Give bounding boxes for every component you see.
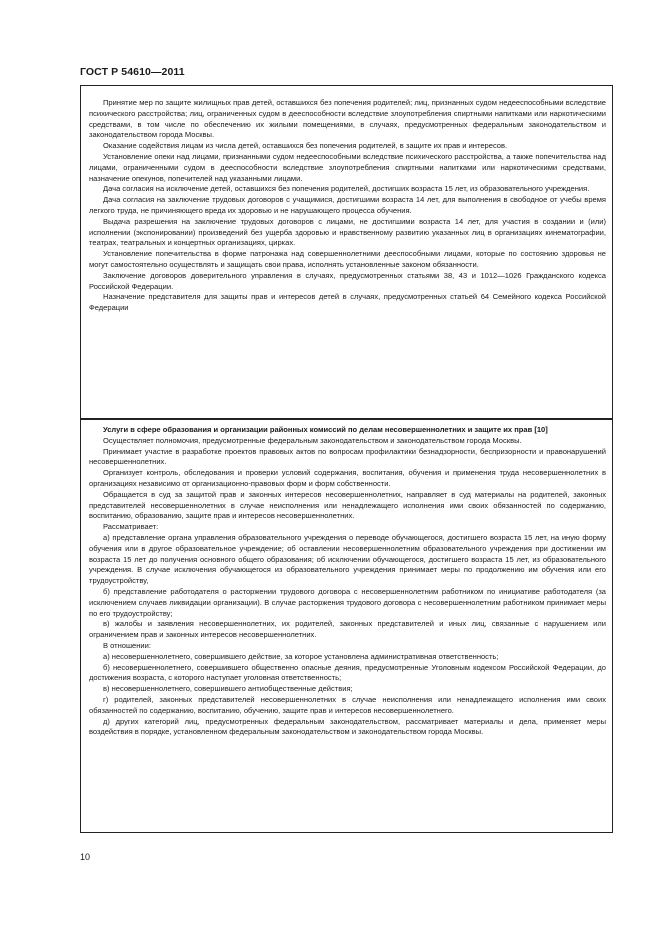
paragraph: Осуществляет полномочия, предусмотренные федеральным законодательством и законодательством города Москвы.: [103, 435, 522, 445]
paragraph: д) других категорий лиц, предусмотренных федеральным законодательством, рассматривает материалы и дела, применяет меры воздействия в порядке, установленном федеральным законодательством и законодательством города Москвы.: [89, 716, 606, 737]
table-divider: [81, 418, 612, 420]
paragraph: Принимает участие в разработке проектов правовых актов по вопросам профилактики безнадзорности, беспризорности и правонарушений несовершеннолетних.: [89, 446, 606, 467]
paragraph: б) несовершеннолетнего, совершившего общественно опасные деяния, предусмотренные Уголовным кодексом Российской Федерации, до достижения возраста, с которого наступает уголовная ответственность;: [89, 662, 606, 683]
paragraph: Установление попечительства в форме патронажа над совершеннолетними дееспособными лицами, которые по состоянию здоровья не могут самостоятельно осуществлять и защищать свои права, исполнять установленные законом обязанности.: [89, 249, 606, 269]
paragraph: Рассматривает:: [103, 522, 159, 532]
section-guardianship: [81, 98, 612, 418]
paragraph: г) родителей, законных представителей несовершеннолетних в случае неисполнения или ненадлежащего исполнения ими своих обязанностей по содержанию, воспитанию, обучению, защите прав и интересов несовершеннолетнего.: [89, 694, 606, 715]
section-title: Услуги в сфере образования и организации районных комиссий по делам несовершеннолетних и защите их прав [10]: [103, 425, 548, 434]
paragraph: Назначение представителя для защиты прав и интересов детей в случаях, предусмотренных статьей 64 Семейного кодекса Российской Федерации: [89, 292, 606, 313]
paragraph: а) несовершеннолетнего, совершившего действие, за которое установлена административная ответственность;: [103, 651, 499, 661]
paragraph: Обращается в суд за защитой прав и законных интересов несовершеннолетних, направляет в суд материалы на родителей, законных представителей несовершеннолетних в случае неисполнения или ненадлежащего исполнения ими своих обязанностей по содержанию, воспитанию, образованию, защите прав и интересов несовершеннолетних.: [89, 489, 606, 521]
paragraph: а) представление органа управления образовательного учреждения о переводе обучающегося, достигшего возраста 15 лет, на иную форму обучения или в другое образовательное учреждение; об оставлении несовершеннолетним образовательного учреждения при достижении им возраста 15 лет до получения основного общего образования; об исключении обучающегося, достигшего возраста 15 лет, из образовательного учреждения. В случае исключения обучающегося из образовательного учреждения принимает меры по продолжению им обучения или его трудоустройству,: [89, 532, 606, 586]
content-table: [80, 85, 613, 833]
paragraph: В отношении:: [103, 640, 151, 650]
document-header: ГОСТ Р 54610—2011: [80, 66, 185, 78]
paragraph: б) представление работодателя о расторжении трудового договора с несовершеннолетним работником по инициативе работодателя (за исключением случаев ликвидации организации). В случае расторжения трудового договора с несовершеннолетним работником принимает меры по его трудоустройству;: [89, 586, 606, 618]
paragraph: в) несовершеннолетнего, совершившего антиобщественные действия;: [103, 684, 353, 694]
section-education-commissions: [81, 425, 612, 832]
paragraph: Выдача разрешения на заключение трудовых договоров с лицами, не достигшими возраста 14 лет, для участия в создании и (или) исполнении (экспонировании) произведений без ущерба здоровью и нравственному развитию указанных лиц в организациях кинематографии, театрах, театральных и концертных организациях, цирках.: [89, 216, 606, 248]
paragraph: Установление опеки над лицами, признанными судом недееспособными вследствие психического расстройства, а также попечительства над лицами, ограниченными судом в дееспособности вследствие злоупотребления спиртными напитками или наркотическими средствами, назначение опекунов, попечителей над указанными лицами.: [89, 151, 606, 183]
paragraph: в) жалобы и заявления несовершеннолетних, их родителей, законных представителей и иных лиц, связанные с нарушением или ограничением прав и законных интересов несовершеннолетних.: [89, 619, 606, 640]
paragraph: Организует контроль, обследования и проверки условий содержания, воспитания, обучения и применения труда несовершеннолетних в организациях независимо от организационно-правовых форм и форм собственности.: [89, 468, 606, 488]
paragraph: Заключение договоров доверительного управления в случаях, предусмотренных статьями 38, 43 и 1012—1026 Гражданского кодекса Российской Федерации.: [89, 270, 606, 291]
paragraph: Оказание содействия лицам из числа детей, оставшихся без попечения родителей, в защите их прав и интересов.: [103, 141, 508, 151]
paragraph: Принятие мер по защите жилищных прав детей, оставшихся без попечения родителей; лиц, признанных судом недееспособными вследствие психического расстройства; лиц, ограниченных судом в дееспособности вследствие злоупотребления спиртными напитками или наркотическими средствами, в том числе по обеспечению их жилыми помещениями, в случаях, предусмотренных федеральным законодательством и законодательством города Москвы.: [89, 98, 606, 140]
page-number: 10: [80, 852, 91, 862]
paragraph: Дача согласия на исключение детей, оставшихся без попечения родителей, достигших возраста 15 лет, из образовательного учреждения.: [103, 184, 590, 194]
paragraph: Дача согласия на заключение трудовых договоров с учащимися, достигшими возраста 14 лет, для выполнения в свободное от учебы время легкого труда, не причиняющего вреда их здоровью и не нарушающего процесса обучения.: [89, 195, 606, 215]
